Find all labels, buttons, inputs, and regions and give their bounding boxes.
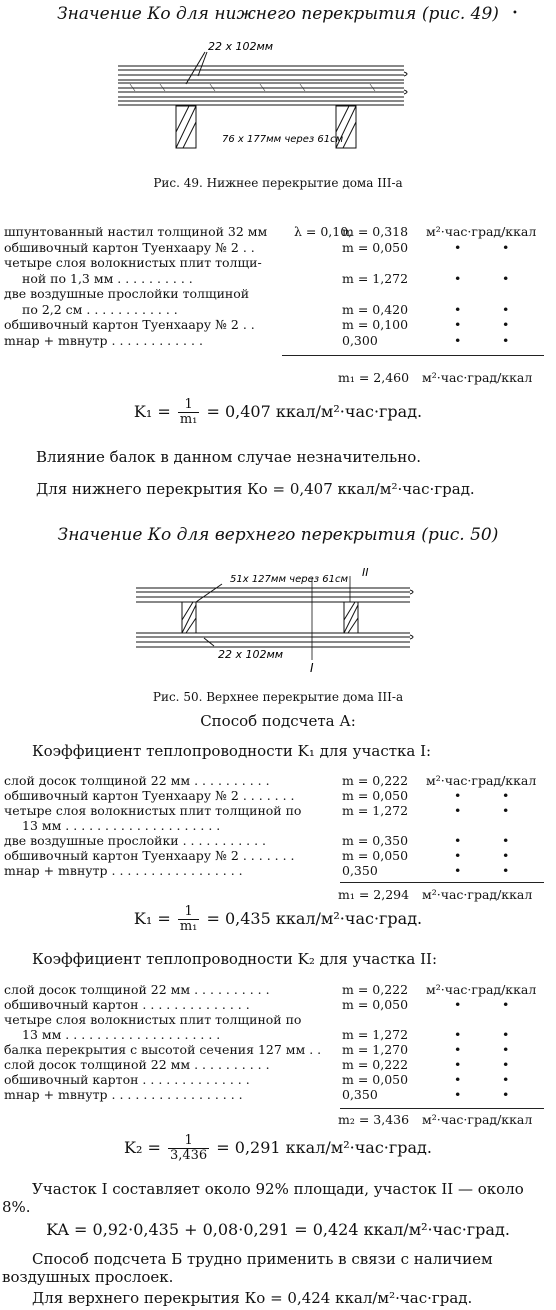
method-a-heading: Способ подсчета А:: [200, 712, 356, 730]
table-row: [4, 240, 552, 255]
k2-rhs: = 0,291 ккал/м²·час·град.: [216, 1138, 432, 1157]
ditto-mark: •: [502, 239, 510, 255]
figure-50-diagram: [0, 560, 556, 672]
row-m-value: m = 0,050: [342, 239, 409, 255]
ditto-mark: •: [454, 848, 462, 863]
row-m-value: m = 0,318: [342, 224, 409, 239]
table-row: [4, 1087, 552, 1102]
row-label: балка перекрытия с высотой сечения 127 мм . .: [4, 1042, 322, 1057]
table-row: [4, 863, 552, 878]
sum-unit: м²·час·град/ккал: [422, 1112, 533, 1127]
ditto-mark: •: [502, 848, 510, 863]
ditto-mark: •: [502, 1072, 510, 1087]
row-m-value: 0,300: [342, 332, 378, 348]
table-row: [4, 997, 552, 1012]
row-label: шпунтованный настил толщиной 32 мм: [4, 224, 268, 239]
row-unit: м²·час·град/ккал: [426, 224, 537, 239]
table-row: [4, 302, 552, 317]
k2-coefficient-heading: Коэффициент теплопроводности K₂ для участка II:: [32, 950, 438, 968]
row-m-value: m = 1,272: [342, 803, 409, 818]
ditto-mark: •: [502, 803, 510, 818]
k1-lower-lhs: K₁ =: [133, 402, 171, 421]
row-label: обшивочный картон Туенхаару № 2 . .: [4, 317, 255, 332]
row-label: обшивочный картон . . . . . . . . . . . . . .: [4, 1072, 250, 1087]
table-row: [4, 271, 552, 286]
ditto-mark: •: [454, 1042, 462, 1057]
figure-50-caption: Рис. 50. Верхнее перекрытие дома III-а: [152, 690, 404, 704]
table-row: [4, 1072, 552, 1087]
fig49-beam-label: 76 x 177мм через 61см: [222, 134, 344, 145]
sum-divider: [340, 1108, 544, 1109]
ditto-mark: •: [454, 332, 462, 348]
ditto-mark: •: [502, 332, 510, 348]
row-m-value: m = 0,420: [342, 301, 409, 317]
sum-divider: [340, 882, 544, 883]
ditto-mark: •: [502, 270, 510, 286]
row-m-value: m = 0,222: [342, 982, 409, 997]
row-label: четыре слоя волокнистых плит толщиной по: [4, 1012, 302, 1027]
row-label: четыре слоя волокнистых плит толщи-: [4, 255, 262, 270]
k2-formula: [0, 1134, 556, 1163]
row-unit: м²·час·град/ккал: [426, 773, 537, 788]
row-m-value: m = 0,050: [342, 788, 409, 803]
sum-m: m₂ = 3,436: [338, 1112, 410, 1127]
row-m-value: m = 0,222: [342, 773, 409, 788]
table-row: [4, 1057, 552, 1072]
table-row: [4, 255, 552, 270]
row-label: слой досок толщиной 22 мм . . . . . . . . . .: [4, 1057, 270, 1072]
row-label: обшивочный картон Туенхаару № 2 . . . . . . .: [4, 848, 295, 863]
sum-m: m₁ = 2,294: [338, 887, 410, 902]
ditto-mark: •: [502, 317, 510, 332]
row-label: mнар + mвнутр . . . . . . . . . . . . . . . . .: [4, 1087, 243, 1102]
k1-upper-formula: [0, 905, 556, 934]
lambda-value: λ = 0,10,: [294, 224, 353, 239]
ditto-mark: •: [502, 1087, 510, 1102]
row-label: слой досок толщиной 22 мм . . . . . . . . . .: [4, 773, 270, 788]
row-m-value: 0,350: [342, 863, 378, 878]
sum-unit: м²·час·град/ккал: [422, 887, 533, 902]
k2-lhs: K₂ =: [124, 1138, 161, 1157]
speck: •: [512, 8, 518, 19]
k1-upper-rhs: = 0,435 ккал/м²·час·град.: [206, 909, 423, 928]
row-label: mнар + mвнутр . . . . . . . . . . . .: [4, 332, 203, 348]
k1-lower-rhs: = 0,407 ккал/м²·час·град.: [206, 402, 423, 421]
table-row: [4, 788, 552, 803]
figure-49-caption: Рис. 49. Нижнее перекрытие дома III-а: [153, 176, 403, 190]
row-label: две воздушные прослойки толщиной: [4, 286, 250, 301]
ditto-mark: •: [502, 301, 510, 317]
row-label: две воздушные прослойки . . . . . . . . . . .: [4, 833, 267, 848]
table-row: [4, 982, 552, 997]
heading-lower-floor: Значение Кo для нижнего перекрытия (рис. 49): [57, 4, 499, 24]
ditto-mark: •: [454, 863, 462, 878]
table-row: [4, 1012, 552, 1027]
table-row: [4, 803, 552, 818]
ditto-mark: •: [454, 317, 462, 332]
row-m-value: m = 0,050: [342, 997, 409, 1012]
row-label: 13 мм . . . . . . . . . . . . . . . . . . . .: [22, 818, 221, 833]
row-m-value: m = 1,272: [342, 1027, 409, 1042]
row-label: обшивочный картон Туенхаару № 2 . . . . . . .: [4, 788, 295, 803]
table-row: [4, 286, 552, 301]
row-m-value: 0,350: [342, 1087, 378, 1102]
sum-unit: м²·час·град/ккал: [422, 370, 533, 385]
table-row: [4, 333, 552, 348]
ditto-mark: •: [454, 1087, 462, 1102]
ditto-mark: •: [454, 833, 462, 848]
table-row: [4, 1027, 552, 1042]
sum-m: m₁ = 2,460: [338, 370, 410, 385]
k2-fraction: $\frac{1}{3,436}$: [169, 1133, 208, 1163]
table-row: [4, 317, 552, 332]
row-label: mнар + mвнутр . . . . . . . . . . . . . . . . .: [4, 863, 243, 878]
heading-upper-floor: Значение Кo для верхнего перекрытия (рис. 50): [57, 525, 499, 545]
fig50-section-i-label: I: [310, 661, 314, 672]
table-row: [4, 224, 552, 239]
ditto-mark: •: [454, 997, 462, 1012]
row-label: по 2,2 см . . . . . . . . . . . .: [22, 301, 178, 317]
table-row: [4, 833, 552, 848]
ditto-mark: •: [454, 1072, 462, 1087]
row-label: ной по 1,3 мм . . . . . . . . . .: [22, 270, 193, 286]
ditto-mark: •: [502, 863, 510, 878]
row-m-value: m = 0,222: [342, 1057, 409, 1072]
k1-lower-fraction: $\frac{1}{\text{m₁}}$: [179, 397, 198, 427]
row-unit: м²·час·град/ккал: [426, 982, 537, 997]
sum-divider: [282, 355, 544, 356]
row-m-value: m = 0,050: [342, 848, 409, 863]
row-label: слой досок толщиной 22 мм . . . . . . . . . .: [4, 982, 270, 997]
fig49-board-label: 22 x 102мм: [208, 40, 274, 53]
ditto-mark: •: [454, 803, 462, 818]
row-m-value: m = 0,350: [342, 833, 409, 848]
k1-upper-lhs: K₁ =: [133, 909, 171, 928]
fig50-beam-label: 51x 127мм через 61см: [230, 574, 348, 585]
ditto-mark: •: [502, 1042, 510, 1057]
ditto-mark: •: [502, 833, 510, 848]
row-label: 13 мм . . . . . . . . . . . . . . . . . . . .: [22, 1027, 221, 1042]
para-method-b: Способ подсчета Б трудно применить в связи с наличием воздушных прослоек.: [2, 1250, 493, 1286]
para-area-share: Участок I составляет около 92% площади, участок II — около 8%.: [2, 1180, 524, 1216]
row-label: обшивочный картон . . . . . . . . . . . . . .: [4, 997, 250, 1012]
ditto-mark: •: [454, 270, 462, 286]
row-m-value: m = 1,272: [342, 270, 409, 286]
table-row: [4, 818, 552, 833]
table-row: [4, 1042, 552, 1057]
para-beams: Влияние балок в данном случае незначительно.: [36, 448, 422, 466]
ditto-mark: •: [454, 239, 462, 255]
table-row: [4, 848, 552, 863]
ka-formula: KA = 0,92·0,435 + 0,08·0,291 = 0,424 ккал/м²·час·град.: [46, 1220, 510, 1239]
ditto-mark: •: [502, 997, 510, 1012]
figure-49-diagram: [0, 36, 556, 156]
ditto-mark: •: [502, 1057, 510, 1072]
k1-upper-fraction: $\frac{1}{\text{m₁}}$: [179, 904, 198, 934]
row-label: четыре слоя волокнистых плит толщиной по: [4, 803, 302, 818]
para-lower-result: Для нижнего перекрытия Кo = 0,407 ккал/м²·час·град.: [36, 480, 475, 498]
row-m-value: m = 1,270: [342, 1042, 409, 1057]
ditto-mark: •: [454, 1057, 462, 1072]
fig50-section-ii-label: II: [362, 566, 369, 579]
row-label: обшивочный картон Туенхаару № 2 . .: [4, 239, 255, 255]
ditto-mark: •: [454, 1027, 462, 1042]
ditto-mark: •: [502, 1027, 510, 1042]
ditto-mark: •: [454, 301, 462, 317]
row-m-value: m = 0,100: [342, 317, 409, 332]
fig50-board-label: 22 x 102мм: [218, 648, 284, 661]
k1-coefficient-heading: Коэффициент теплопроводности K₁ для участка I:: [32, 742, 432, 760]
para-upper-result: Для верхнего перекрытия Кo = 0,424 ккал/м²·час·град.: [32, 1289, 473, 1307]
k1-lower-formula: [0, 398, 556, 427]
ditto-mark: •: [454, 788, 462, 803]
row-m-value: m = 0,050: [342, 1072, 409, 1087]
table-row: [4, 773, 552, 788]
ditto-mark: •: [502, 788, 510, 803]
